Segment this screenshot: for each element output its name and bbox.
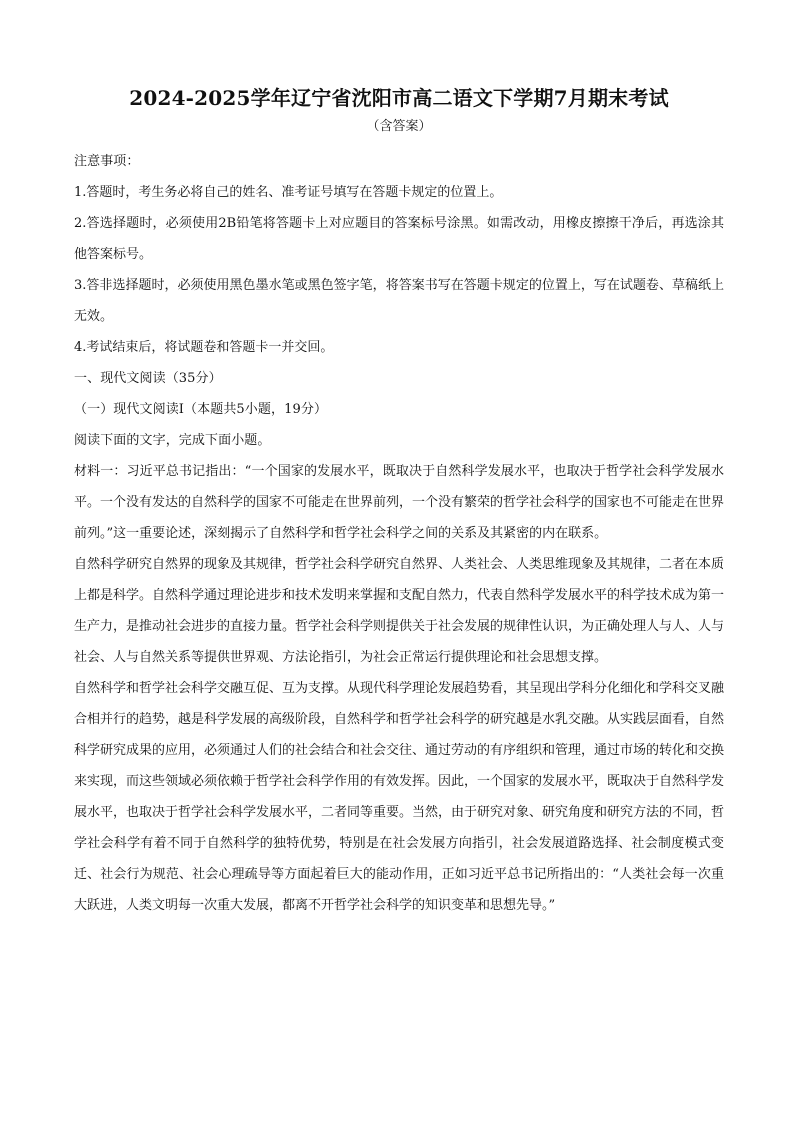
- subsection-heading: （一）现代文阅读Ⅰ（本题共5小题，19分）: [74, 402, 328, 417]
- material-paragraph-3: 自然科学和哲学社会科学交融互促、互为支撑。从现代科学理论发展趋势看，其呈现出学科分化细化和学科交叉融合相并行的趋势，越是科学发展的高级阶段，自然科学和哲学社会科学的研究越是水乳交融。从实践层面看，自然科学研究成果的应用，必须通过人们的社会结合和社会交往、通过劳动的有序组织和管理，通过市场的转化和交换来实现，而这些领域必须依赖于哲学社会科学作用的有效发挥。因此，一个国家的发展水平，既取决于自然科学发展水平，也取决于哲学社会科学发展水平，二者同等重要。当然，由于研究对象、研究角度和研究方法的不同，哲学社会科学有着不同于自然科学的独特优势，特别是在社会发展方向指引，社会发展道路选择、社会制度模式变迁、社会行为规范、社会心理疏导等方面起着巨大的能动作用，正如习近平总书记所指出的：“人类社会每一次重大跃进，人类文明每一次重大发展，都离不开哲学社会科学的知识变革和思想先导。”: [74, 681, 725, 913]
- notice-item-2: 2.答选择题时，必须使用2B铅笔将答题卡上对应题目的答案标号涂黑。如需改动，用橡皮擦擦干净后，再选涂其他答案标号。: [74, 216, 724, 262]
- document-subtitle: （含答案）: [366, 119, 432, 134]
- notice-item-4: 4.考试结束后，将试题卷和答题卡一并交回。: [74, 340, 334, 355]
- notice-heading: 注意事项：: [74, 154, 140, 169]
- reading-instruction: 阅读下面的文字，完成下面小题。: [74, 433, 271, 448]
- document-title: 2024-2025学年辽宁省沈阳市高二语文下学期7月期末考试: [129, 86, 669, 110]
- material-paragraph-2: 自然科学研究自然界的现象及其规律，哲学社会科学研究自然界、人类社会、人类思维现象及其规律，二者在本质上都是科学。自然科学通过理论进步和技术发明来掌握和支配自然力，代表自然科学发展水平的科学技术成为第一生产力，是推动社会进步的直接力量。哲学社会科学则提供关于社会发展的规律性认识，为正确处理人与人、人与社会、人与自然关系等提供世界观、方法论指引，为社会正常运行提供理论和社会思想支撑。: [74, 557, 725, 665]
- material-paragraph-1: 材料一：习近平总书记指出：“一个国家的发展水平，既取决于自然科学发展水平，也取决于哲学社会科学发展水平。一个没有发达的自然科学的国家不可能走在世界前列，一个没有繁荣的哲学社会科学的国家也不可能走在世界前列。”这一重要论述，深刻揭示了自然科学和哲学社会科学之间的关系及其紧密的内在联系。: [74, 464, 725, 541]
- notice-item-1: 1.答题时，考生务必将自己的姓名、准考证号填写在答题卡规定的位置上。: [74, 185, 503, 200]
- notice-item-3: 3.答非选择题时，必须使用黑色墨水笔或黑色签字笔，将答案书写在答题卡规定的位置上，写在试题卷、草稿纸上无效。: [74, 278, 724, 324]
- section-heading: 一、现代文阅读（35分）: [74, 371, 222, 386]
